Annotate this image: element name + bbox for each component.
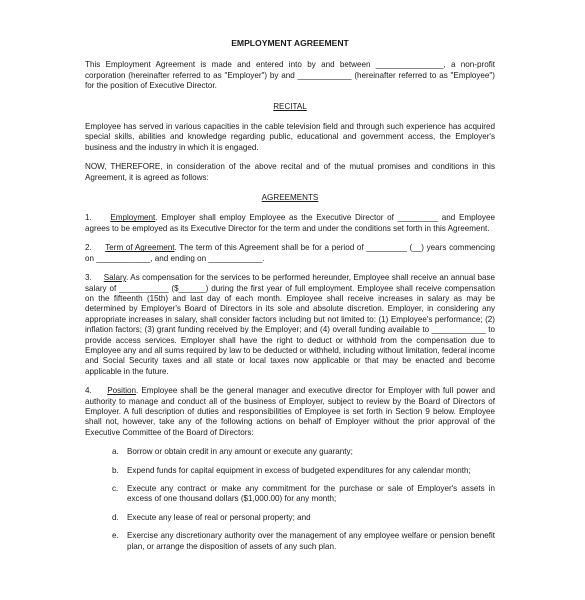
section-text: . As compensation for the services to be performed hereunder, Employee shall receive an annual base salary of ___________ ($______) during the first year of full employment. Employee shall receive compensation on the fifteenth (15th) and last day of each month. Employee shall receive increases in salary as may be determined by Employer's Board of Directors in its sole and absolute discretion. Employer, in considering any appropriate increases in salary, shall consider factors including but not limited to: (1) Employee's performance; (2) inflation factors; (3) grant funding received by the Employer; and (4) overall funding available to ____________ to provide access services. Employer shall have the right to deduct or withhold from the compensation due to Employee any and all sums required by law to be deducted or withheld, including without limitation, federal income and Social Security taxes and all state or local taxes now applicable or that may be enacted and become applicable in the future. [85,273,495,376]
section-position [85,386,495,438]
section-employment [85,213,495,234]
list-item-letter: d. [112,512,119,522]
list-item-text: Expend funds for capital equipment in excess of budgeted expenditures for any calendar month; [127,465,471,475]
recital-heading: RECITAL [273,101,307,111]
section-text: . Employee shall be the general manager and executive director for Employer with full power and authority to manage and conduct all of the business of Employer, subject to review by the Board of Directors of Employer. A full description of duties and responsibilities of Employee is set forth in Section 9 below. Employee shall not, however, take any of the following actions on behalf of Employer without the prior approval of the Executive Committee of the Board of Directors: [85,386,495,437]
section-number: 4. [85,386,92,396]
section-term [85,243,495,264]
section-heading: Salary [103,273,127,283]
section-heading: Position [107,386,136,396]
section-text: . The term of this Agreement shall be for a period of _________ (__) years commencing on ____________, and ending on ____________. [85,243,495,263]
position-restrictions-list [85,447,495,552]
section-number: 1. [85,213,92,223]
document-title: EMPLOYMENT AGREEMENT [231,38,349,48]
list-item [112,466,495,476]
list-item-letter: e. [112,531,119,541]
list-item [112,531,495,552]
list-item-letter: a. [112,447,119,457]
section-text: . Employer shall employ Employee as the Executive Director of _________ and Employee agrees to be employed as its Executive Director for the term and under the conditions set forth in this Agreement. [85,213,495,233]
section-heading: Employment [110,213,156,223]
recital-paragraph: Employee has served in various capacities in the cable television field and through such experience has acquired special skills, abilities and knowledge regarding public, educational and government access, the Employer's business and the industry in which it is engaged. [85,122,495,152]
list-item [112,447,495,457]
list-item-letter: c. [112,484,119,493]
section-number: 2. [85,243,92,253]
list-item-text: Execute any lease of real or personal property; and [127,512,311,522]
list-item-letter: b. [112,465,119,475]
list-item [112,484,495,505]
agreements-heading: AGREEMENTS [261,193,319,203]
intro-paragraph: This Employment Agreement is made and entered into by and between _______________, a non-profit corporation (hereinafter referred to as "Employer") by and ____________ (hereinafter referred to as "Employee") for the position of Executive Director. [85,60,495,91]
therefore-paragraph: NOW, THEREFORE, in consideration of the above recital and of the mutual promises and conditions in this Agreement, it is agreed as follows: [85,162,495,182]
list-item-text: Execute any contract or make any commitment for the purchase or sale of Employer's assets in excess of one thousand dollars ($1,000.00) for any month; [127,484,495,504]
section-number: 3. [85,273,92,283]
list-item [112,513,495,523]
section-heading: Term of Agreement [105,243,175,253]
list-item-text: Exercise any discretionary authority over the management of any employee welfare or pension benefit plan, or arrange the disposition of assets of any such plan. [127,531,495,551]
section-salary [85,273,495,377]
list-item-text: Borrow or obtain credit in any amount or execute any guaranty; [127,447,353,457]
